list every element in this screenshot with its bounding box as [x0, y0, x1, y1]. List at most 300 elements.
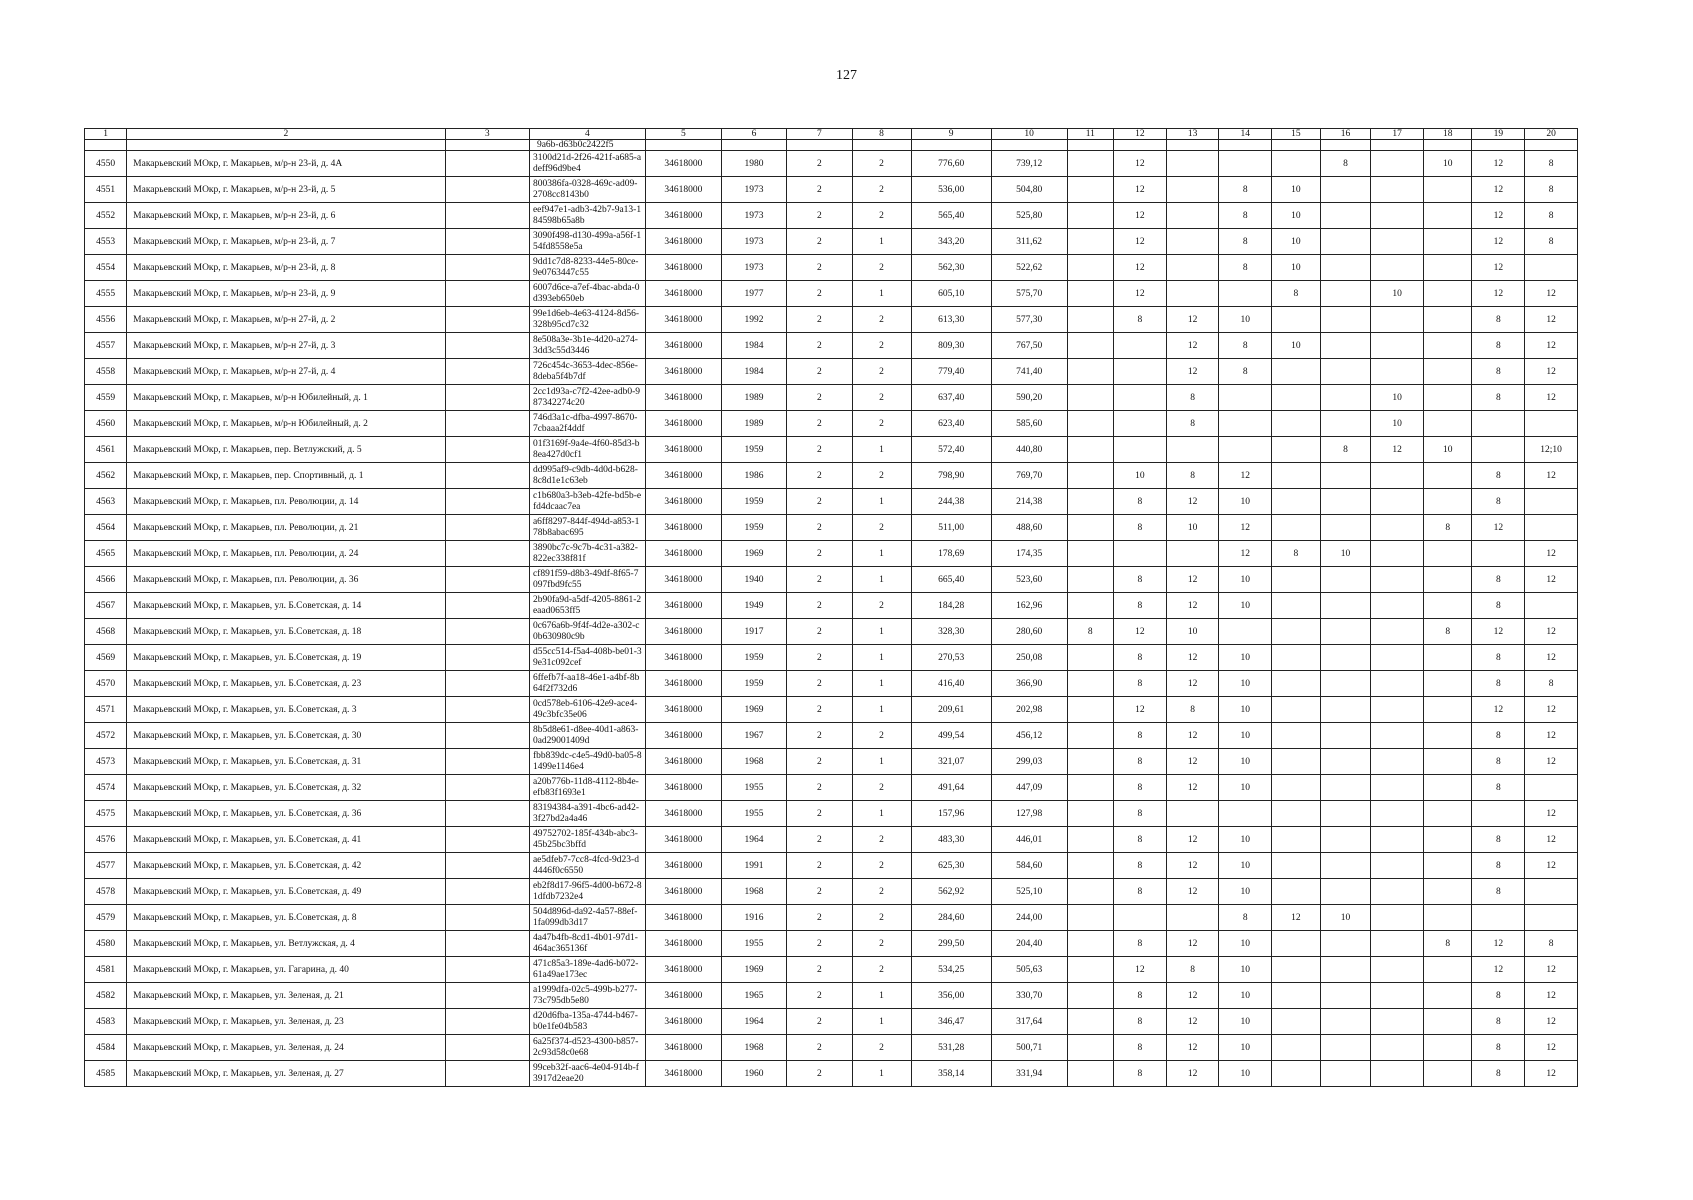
cell-col-20: 8 [1525, 229, 1578, 255]
cell-col-18 [1423, 671, 1472, 697]
cell-col-17 [1371, 775, 1424, 801]
cell-col-3 [445, 983, 529, 1009]
cell-col-12: 8 [1113, 567, 1166, 593]
cell-empty [721, 140, 786, 151]
cell-col-14: 12 [1219, 541, 1272, 567]
cell-col-14: 10 [1219, 697, 1272, 723]
cell-col-19: 8 [1472, 671, 1525, 697]
cell-total-area: 613,30 [911, 307, 991, 333]
table-body [85, 140, 1578, 1087]
cell-col-17: 10 [1371, 385, 1424, 411]
cell-col-16 [1320, 463, 1371, 489]
cell-col-12: 12 [1113, 281, 1166, 307]
cell-col-11 [1067, 385, 1113, 411]
cell-col-16 [1320, 411, 1371, 437]
cell-oktmo-code: 34618000 [645, 151, 721, 177]
cell-floors: 2 [787, 671, 852, 697]
cell-floors: 2 [787, 905, 852, 931]
cell-oktmo-code: 34618000 [645, 567, 721, 593]
cell-col-3 [445, 749, 529, 775]
cell-col-11 [1067, 1035, 1113, 1061]
cell-col-18: 10 [1423, 437, 1472, 463]
cell-empty [445, 140, 529, 151]
cell-col-15 [1272, 489, 1321, 515]
cell-total-area: 343,20 [911, 229, 991, 255]
cell-oktmo-code: 34618000 [645, 983, 721, 1009]
cell-oktmo-code: 34618000 [645, 177, 721, 203]
cell-living-area: 525,80 [991, 203, 1067, 229]
cell-floors: 2 [787, 749, 852, 775]
cell-col-17 [1371, 593, 1424, 619]
cell-build-year: 1959 [721, 671, 786, 697]
cell-col-16 [1320, 957, 1371, 983]
cell-col-20: 8 [1525, 671, 1578, 697]
cell-living-area: 127,98 [991, 801, 1067, 827]
cell-col-14: 10 [1219, 879, 1272, 905]
cell-col-13: 12 [1166, 333, 1219, 359]
cell-empty [787, 140, 852, 151]
cell-col-16 [1320, 931, 1371, 957]
cell-col-13 [1166, 177, 1219, 203]
cell-col-3 [445, 801, 529, 827]
cell-col-3 [445, 905, 529, 931]
cell-col-13: 12 [1166, 931, 1219, 957]
cell-living-area: 577,30 [991, 307, 1067, 333]
cell-empty [85, 140, 127, 151]
cell-col-11 [1067, 281, 1113, 307]
cell-empty [911, 140, 991, 151]
cell-col-19: 8 [1472, 463, 1525, 489]
cell-address: Макарьевский МОкр, г. Макарьев, ул. Б.Советская, д. 36 [127, 801, 445, 827]
cell-entrances: 2 [852, 333, 911, 359]
cell-floors: 2 [787, 1061, 852, 1087]
cell-col-11 [1067, 177, 1113, 203]
cell-build-year: 1973 [721, 229, 786, 255]
cell-col-19: 8 [1472, 853, 1525, 879]
cell-address: Макарьевский МОкр, г. Макарьев, м/р-н 23-й, д. 6 [127, 203, 445, 229]
cell-row-number: 4573 [85, 749, 127, 775]
cell-col-12: 8 [1113, 879, 1166, 905]
cell-address: Макарьевский МОкр, г. Макарьев, ул. Б.Советская, д. 42 [127, 853, 445, 879]
cell-entrances: 2 [852, 359, 911, 385]
cell-col-19: 12 [1472, 229, 1525, 255]
cell-address: Макарьевский МОкр, г. Макарьев, м/р-н Юбилейный, д. 2 [127, 411, 445, 437]
cell-col-18 [1423, 749, 1472, 775]
cell-col-13 [1166, 905, 1219, 931]
cell-col-14: 8 [1219, 905, 1272, 931]
cell-col-11 [1067, 463, 1113, 489]
cell-col-14: 10 [1219, 723, 1272, 749]
cell-total-area: 572,40 [911, 437, 991, 463]
table-row [85, 853, 1578, 879]
cell-total-area: 562,92 [911, 879, 991, 905]
table-row [85, 1061, 1578, 1087]
cell-col-14 [1219, 801, 1272, 827]
cell-col-18 [1423, 255, 1472, 281]
cell-living-area: 488,60 [991, 515, 1067, 541]
cell-build-year: 1955 [721, 775, 786, 801]
cell-living-area: 456,12 [991, 723, 1067, 749]
cell-col-16 [1320, 1061, 1371, 1087]
cell-col-17 [1371, 697, 1424, 723]
cell-col-3 [445, 437, 529, 463]
cell-col-16: 10 [1320, 541, 1371, 567]
cell-row-number: 4550 [85, 151, 127, 177]
cell-entrances: 2 [852, 853, 911, 879]
cell-living-area: 500,71 [991, 1035, 1067, 1061]
cell-col-11 [1067, 333, 1113, 359]
cell-col-11 [1067, 359, 1113, 385]
cell-total-area: 270,53 [911, 645, 991, 671]
cell-col-20: 8 [1525, 931, 1578, 957]
cell-col-14: 10 [1219, 671, 1272, 697]
cell-col-15 [1272, 853, 1321, 879]
cell-col-20: 12 [1525, 957, 1578, 983]
cell-col-17 [1371, 255, 1424, 281]
cell-col-12: 8 [1113, 645, 1166, 671]
cell-col-20: 8 [1525, 151, 1578, 177]
cell-col-12: 10 [1113, 463, 1166, 489]
cell-col-11 [1067, 749, 1113, 775]
column-header-3: 3 [445, 129, 529, 140]
cell-house-guid: 8e508a3e-3b1e-4d20-a274-3dd3c55d3446 [529, 333, 645, 359]
cell-col-12: 12 [1113, 255, 1166, 281]
cell-address: Макарьевский МОкр, г. Макарьев, ул. Б.Советская, д. 49 [127, 879, 445, 905]
cell-house-guid: 3890bc7c-9c7b-4c31-a382-822ec338f81f [529, 541, 645, 567]
cell-col-14: 10 [1219, 775, 1272, 801]
cell-floors: 2 [787, 879, 852, 905]
cell-col-15 [1272, 385, 1321, 411]
cell-floors: 2 [787, 307, 852, 333]
cell-build-year: 1980 [721, 151, 786, 177]
cell-col-16 [1320, 671, 1371, 697]
cell-floors: 2 [787, 333, 852, 359]
cell-col-19: 8 [1472, 749, 1525, 775]
cell-col-16 [1320, 489, 1371, 515]
cell-col-14: 10 [1219, 853, 1272, 879]
cell-col-3 [445, 723, 529, 749]
cell-entrances: 1 [852, 983, 911, 1009]
cell-oktmo-code: 34618000 [645, 827, 721, 853]
cell-build-year: 1955 [721, 801, 786, 827]
table-row [85, 931, 1578, 957]
cell-living-area: 311,62 [991, 229, 1067, 255]
cell-oktmo-code: 34618000 [645, 437, 721, 463]
continuation-row [85, 140, 1578, 151]
cell-col-17 [1371, 749, 1424, 775]
cell-col-16 [1320, 255, 1371, 281]
cell-col-16 [1320, 515, 1371, 541]
cell-col-16 [1320, 359, 1371, 385]
cell-row-number: 4580 [85, 931, 127, 957]
housing-registry-table-wrapper [84, 128, 1578, 1087]
cell-col-19: 8 [1472, 775, 1525, 801]
cell-oktmo-code: 34618000 [645, 515, 721, 541]
cell-col-19: 8 [1472, 1061, 1525, 1087]
cell-house-guid: d55cc514-f5a4-408b-be01-39e31c092cef [529, 645, 645, 671]
cell-oktmo-code: 34618000 [645, 957, 721, 983]
cell-col-17: 10 [1371, 411, 1424, 437]
cell-total-area: 637,40 [911, 385, 991, 411]
cell-col-19: 8 [1472, 1035, 1525, 1061]
cell-col-19: 12 [1472, 177, 1525, 203]
cell-col-14 [1219, 411, 1272, 437]
cell-col-3 [445, 775, 529, 801]
cell-col-17 [1371, 463, 1424, 489]
cell-col-18 [1423, 281, 1472, 307]
cell-col-13: 12 [1166, 1009, 1219, 1035]
cell-row-number: 4581 [85, 957, 127, 983]
cell-empty [1371, 140, 1424, 151]
cell-col-3 [445, 671, 529, 697]
cell-total-area: 284,60 [911, 905, 991, 931]
cell-living-area: 244,00 [991, 905, 1067, 931]
cell-col-19 [1472, 411, 1525, 437]
cell-total-area: 623,40 [911, 411, 991, 437]
cell-empty [1423, 140, 1472, 151]
cell-col-18 [1423, 957, 1472, 983]
cell-build-year: 1964 [721, 827, 786, 853]
table-row [85, 515, 1578, 541]
cell-living-area: 250,08 [991, 645, 1067, 671]
cell-entrances: 2 [852, 463, 911, 489]
cell-col-17 [1371, 671, 1424, 697]
cell-col-20: 12 [1525, 645, 1578, 671]
cell-col-20: 12 [1525, 463, 1578, 489]
cell-total-area: 178,69 [911, 541, 991, 567]
cell-row-number: 4562 [85, 463, 127, 489]
cell-col-14: 10 [1219, 307, 1272, 333]
cell-col-14: 10 [1219, 1061, 1272, 1087]
cell-col-20: 12 [1525, 801, 1578, 827]
cell-col-18 [1423, 697, 1472, 723]
cell-col-19: 8 [1472, 1009, 1525, 1035]
cell-address: Макарьевский МОкр, г. Макарьев, м/р-н 27-й, д. 3 [127, 333, 445, 359]
cell-col-13: 12 [1166, 307, 1219, 333]
cell-row-number: 4579 [85, 905, 127, 931]
column-header-7: 7 [787, 129, 852, 140]
cell-living-area: 162,96 [991, 593, 1067, 619]
cell-col-15 [1272, 983, 1321, 1009]
cell-col-14: 10 [1219, 645, 1272, 671]
cell-col-20: 12 [1525, 1035, 1578, 1061]
cell-col-3 [445, 593, 529, 619]
cell-col-14: 8 [1219, 203, 1272, 229]
cell-living-area: 447,09 [991, 775, 1067, 801]
cell-col-12: 8 [1113, 671, 1166, 697]
cell-row-number: 4571 [85, 697, 127, 723]
cell-build-year: 1949 [721, 593, 786, 619]
cell-col-15 [1272, 619, 1321, 645]
column-header-6: 6 [721, 129, 786, 140]
cell-build-year: 1917 [721, 619, 786, 645]
cell-col-11 [1067, 567, 1113, 593]
cell-col-14 [1219, 437, 1272, 463]
cell-total-area: 209,61 [911, 697, 991, 723]
cell-col-13 [1166, 203, 1219, 229]
cell-col-20: 12 [1525, 333, 1578, 359]
cell-house-guid: 726c454c-3653-4dec-856e-8deba5f4b7df [529, 359, 645, 385]
cell-row-number: 4572 [85, 723, 127, 749]
cell-build-year: 1969 [721, 541, 786, 567]
cell-house-guid: 746d3a1c-dfba-4997-8670-7cbaaa2f4ddf [529, 411, 645, 437]
cell-address: Макарьевский МОкр, г. Макарьев, пл. Революции, д. 24 [127, 541, 445, 567]
cell-entrances: 2 [852, 723, 911, 749]
cell-entrances: 2 [852, 203, 911, 229]
cell-house-guid: 6ffefb7f-aa18-46e1-a4bf-8b64f2f732d6 [529, 671, 645, 697]
cell-living-area: 590,20 [991, 385, 1067, 411]
cell-col-16 [1320, 619, 1371, 645]
cell-col-3 [445, 567, 529, 593]
cell-col-17: 12 [1371, 437, 1424, 463]
cell-oktmo-code: 34618000 [645, 463, 721, 489]
cell-living-area: 575,70 [991, 281, 1067, 307]
cell-entrances: 2 [852, 827, 911, 853]
cell-col-16 [1320, 879, 1371, 905]
cell-col-15 [1272, 827, 1321, 853]
cell-total-area: 531,28 [911, 1035, 991, 1061]
cell-col-14: 10 [1219, 957, 1272, 983]
cell-col-18 [1423, 463, 1472, 489]
table-row [85, 385, 1578, 411]
cell-col-13: 8 [1166, 385, 1219, 411]
page-number: 127 [836, 68, 857, 83]
cell-total-area: 184,28 [911, 593, 991, 619]
cell-total-area: 562,30 [911, 255, 991, 281]
cell-entrances: 2 [852, 515, 911, 541]
cell-col-15: 12 [1272, 905, 1321, 931]
cell-col-3 [445, 307, 529, 333]
cell-col-15 [1272, 593, 1321, 619]
cell-col-11 [1067, 255, 1113, 281]
cell-empty [645, 140, 721, 151]
cell-house-guid: 6a25f374-d523-4300-b857-2c93d58c0e68 [529, 1035, 645, 1061]
cell-col-17 [1371, 151, 1424, 177]
cell-oktmo-code: 34618000 [645, 385, 721, 411]
cell-col-11: 8 [1067, 619, 1113, 645]
cell-address: Макарьевский МОкр, г. Макарьев, пер. Спортивный, д. 1 [127, 463, 445, 489]
cell-row-number: 4566 [85, 567, 127, 593]
cell-col-3 [445, 619, 529, 645]
table-row [85, 671, 1578, 697]
cell-col-16 [1320, 697, 1371, 723]
cell-col-16 [1320, 723, 1371, 749]
cell-house-guid: 3090f498-d130-499a-a56f-154fd8558e5a [529, 229, 645, 255]
cell-col-18 [1423, 489, 1472, 515]
cell-col-18: 10 [1423, 151, 1472, 177]
cell-col-3 [445, 931, 529, 957]
cell-col-16 [1320, 853, 1371, 879]
cell-living-area: 505,63 [991, 957, 1067, 983]
cell-empty [1067, 140, 1113, 151]
cell-total-area: 416,40 [911, 671, 991, 697]
cell-col-17 [1371, 541, 1424, 567]
cell-col-20 [1525, 593, 1578, 619]
cell-address: Макарьевский МОкр, г. Макарьев, ул. Б.Советская, д. 30 [127, 723, 445, 749]
cell-col-3 [445, 411, 529, 437]
cell-living-area: 330,70 [991, 983, 1067, 1009]
cell-col-18 [1423, 645, 1472, 671]
cell-col-18 [1423, 1061, 1472, 1087]
cell-col-3 [445, 879, 529, 905]
cell-col-13: 10 [1166, 515, 1219, 541]
cell-entrances: 1 [852, 1061, 911, 1087]
cell-col-3 [445, 203, 529, 229]
cell-total-area: 625,30 [911, 853, 991, 879]
cell-col-12 [1113, 359, 1166, 385]
table-row [85, 775, 1578, 801]
cell-entrances: 1 [852, 671, 911, 697]
cell-col-20: 12 [1525, 541, 1578, 567]
cell-col-3 [445, 645, 529, 671]
cell-col-3 [445, 281, 529, 307]
cell-row-number: 4575 [85, 801, 127, 827]
cell-col-12: 8 [1113, 853, 1166, 879]
cell-col-11 [1067, 723, 1113, 749]
cell-build-year: 1992 [721, 307, 786, 333]
cell-build-year: 1984 [721, 333, 786, 359]
cell-floors: 2 [787, 515, 852, 541]
cell-floors: 2 [787, 983, 852, 1009]
cell-house-guid: dd995af9-c9db-4d0d-b628-8c8d1e1c63eb [529, 463, 645, 489]
cell-col-15 [1272, 671, 1321, 697]
cell-row-number: 4558 [85, 359, 127, 385]
cell-total-area: 776,60 [911, 151, 991, 177]
cell-col-17 [1371, 229, 1424, 255]
cell-col-14: 10 [1219, 489, 1272, 515]
cell-address: Макарьевский МОкр, г. Макарьев, ул. Б.Советская, д. 14 [127, 593, 445, 619]
cell-col-20 [1525, 515, 1578, 541]
cell-entrances: 1 [852, 801, 911, 827]
cell-col-14: 8 [1219, 333, 1272, 359]
cell-build-year: 1968 [721, 1035, 786, 1061]
column-header-18: 18 [1423, 129, 1472, 140]
cell-floors: 2 [787, 203, 852, 229]
cell-total-area: 534,25 [911, 957, 991, 983]
cell-col-16: 10 [1320, 905, 1371, 931]
cell-oktmo-code: 34618000 [645, 775, 721, 801]
table-row [85, 905, 1578, 931]
cell-row-number: 4570 [85, 671, 127, 697]
cell-entrances: 1 [852, 281, 911, 307]
cell-house-guid: 2b90fa9d-a5df-4205-8861-2eaad0653ff5 [529, 593, 645, 619]
cell-col-20 [1525, 905, 1578, 931]
cell-col-14: 10 [1219, 983, 1272, 1009]
cell-address: Макарьевский МОкр, г. Макарьев, м/р-н 23-й, д. 8 [127, 255, 445, 281]
cell-build-year: 1955 [721, 931, 786, 957]
cell-oktmo-code: 34618000 [645, 307, 721, 333]
cell-address: Макарьевский МОкр, г. Макарьев, ул. Б.Советская, д. 32 [127, 775, 445, 801]
cell-col-13: 8 [1166, 463, 1219, 489]
cell-entrances: 2 [852, 307, 911, 333]
cell-oktmo-code: 34618000 [645, 645, 721, 671]
column-header-20: 20 [1525, 129, 1578, 140]
cell-entrances: 1 [852, 1009, 911, 1035]
cell-entrances: 2 [852, 255, 911, 281]
column-header-15: 15 [1272, 129, 1321, 140]
cell-address: Макарьевский МОкр, г. Макарьев, м/р-н 23-й, д. 9 [127, 281, 445, 307]
cell-col-20: 12 [1525, 359, 1578, 385]
cell-entrances: 1 [852, 645, 911, 671]
cell-col-11 [1067, 957, 1113, 983]
cell-col-12 [1113, 437, 1166, 463]
cell-floors: 2 [787, 593, 852, 619]
cell-col-13: 12 [1166, 567, 1219, 593]
cell-col-11 [1067, 203, 1113, 229]
cell-row-number: 4560 [85, 411, 127, 437]
cell-entrances: 2 [852, 593, 911, 619]
cell-col-20: 12 [1525, 619, 1578, 645]
